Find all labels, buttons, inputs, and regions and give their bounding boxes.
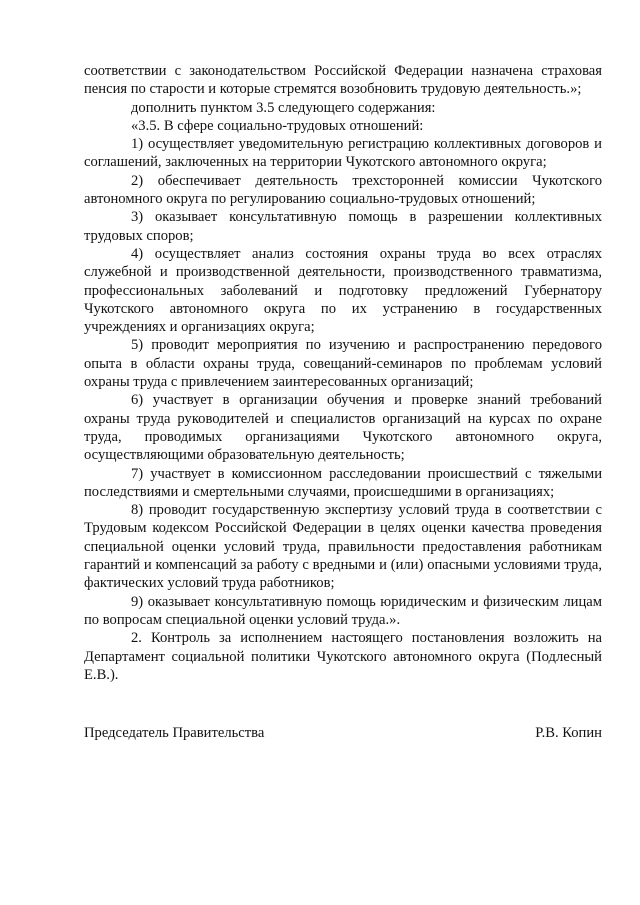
signatory-position: Председатель Правительства <box>84 725 265 741</box>
list-item-1: 1) осуществляет уведомительную регистрацию коллективных договоров и соглашений, заключенных на территории Чукотского автономного округа; <box>84 136 602 171</box>
signature-block <box>84 724 602 742</box>
signatory-name: Р.В. Копин <box>535 725 602 741</box>
list-item-3: 3) оказывает консультативную помощь в разрешении коллективных трудовых споров; <box>84 209 602 244</box>
document-body <box>84 62 602 684</box>
paragraph-amendment-intro: дополнить пунктом 3.5 следующего содержания: <box>131 99 436 116</box>
list-item-8: 8) проводит государственную экспертизу условий труда в соответствии с Трудовым кодексом Российской Федерации в целях оценки качества проведения специальной оценки условий труда, правильности предоставления работникам гарантий и компенсаций за работу с вредными и (или) опасными условиями труда, фактических условий труда работников; <box>84 502 602 592</box>
list-item-4: 4) осуществляет анализ состояния охраны труда во всех отраслях служебной и производственной деятельности, производственного травматизма, профессиональных заболеваний и подготовку предложений Губернатору Чукотского автономного округа по их устранению в государственных учреждениях и организациях округа; <box>84 245 602 336</box>
list-item-7: 7) участвует в комиссионном расследовании происшествий с тяжелыми последствиями и смертельными случаями, происшедшими в организациях; <box>84 465 602 500</box>
list-item-2: 2) обеспечивает деятельность трехсторонней комиссии Чукотского автономного округа по регулированию социально-трудовых отношений; <box>84 172 602 208</box>
list-item-6: 6) участвует в организации обучения и проверке знаний требований охраны труда руководителей и специалистов организаций на курсах по охране труда, проводимых организациями Чукотского автономного округа, осуществляющими образовательную деятельность; <box>84 392 602 464</box>
paragraph-control-clause: 2. Контроль за исполнением настоящего постановления возложить на Департамент социальной политики Чукотского автономного округа (Подлесный Е.В.). <box>84 630 602 683</box>
list-item-9: 9) оказывает консультативную помощь юридическим и физическим лицам по вопросам специальной оценки условий труда.». <box>84 593 602 628</box>
paragraph-section-heading: «3.5. В сфере социально-трудовых отношений: <box>131 117 424 134</box>
paragraph-continuation: соответствии с законодательством Российской Федерации назначена страховая пенсия по старости и которые стремятся возобновить трудовую деятельность.»; <box>84 63 602 98</box>
list-item-5: 5) проводит мероприятия по изучению и распространению передового опыта в области охраны труда, совещаний-семинаров по проблемам условий охраны труда с привлечением заинтересованных организаций; <box>84 337 602 391</box>
